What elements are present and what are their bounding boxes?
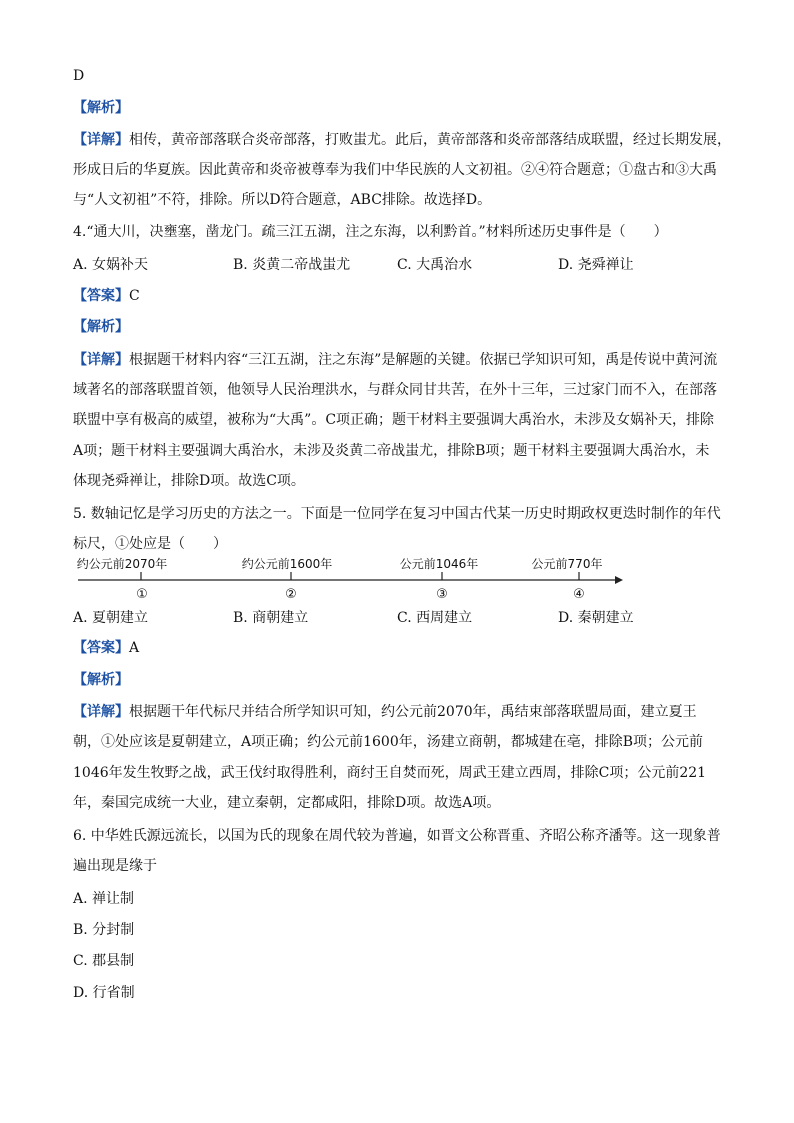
option-d: D. 尧舜禅让 [558, 257, 634, 273]
answer-line [73, 286, 140, 306]
arrow-head-icon [615, 576, 623, 584]
question-stem: 遍出现是缘于 [73, 858, 157, 874]
detail-line: 域著名的部落联盟首领，他领导人民治理洪水，与群众同甘共苦，在外十三年，三过家门而不入，在部落 [73, 382, 717, 398]
option-d: D. 行省制 [73, 985, 135, 1001]
timeline-figure [70, 556, 630, 604]
detail-label: 【详解】 [73, 352, 129, 368]
timeline-marker: ③ [436, 587, 448, 602]
detail-line [73, 702, 697, 722]
answer-label: 【答案】 [73, 288, 129, 304]
option-d: D. 秦朝建立 [558, 610, 634, 626]
detail-text: 根据题干材料内容“三江五湖，注之东海”是解题的关键。依据已学知识可知，禹是传说中黄河流 [129, 352, 718, 368]
option-a: A. 禅让制 [73, 891, 135, 907]
timeline-marker: ② [285, 587, 297, 602]
question-stem: 5. 数轴记忆是学习历史的方法之一。下面是一位同学在复习中国古代某一历史时期政权更迭时制作的年代 [73, 506, 721, 522]
detail-line [73, 130, 731, 150]
detail-line: 年，秦国完成统一大业，建立秦朝，定都咸阳，排除D项。故选A项。 [73, 795, 501, 811]
detail-label: 【详解】 [73, 704, 129, 720]
timeline-label: 约公元前2070年 [76, 557, 168, 571]
timeline-label: 约公元前1600年 [241, 557, 333, 571]
option-a: A. 夏朝建立 [73, 610, 149, 626]
option-b: B. 分封制 [73, 922, 135, 938]
question-stem: 6. 中华姓氏源远流长，以国为氏的现象在周代较为普遍，如晋文公称晋重、齐昭公称齐潘等。这一现象普 [73, 828, 721, 844]
detail-line: 联盟中享有极高的威望，被称为“大禹”。C项正确；题干材料主要强调大禹治水，未涉及女娲补天，排除 [73, 412, 715, 428]
detail-line: 1046年发生牧野之战，武王伐纣取得胜利，商纣王自焚而死，周武王建立西周，排除C项；公元前221 [73, 765, 707, 781]
timeline-marker: ④ [573, 587, 585, 602]
detail-line: 形成日后的华夏族。因此黄帝和炎帝被尊奉为我们中华民族的人文初祖。②④符合题意；①盘古和③大禹 [73, 162, 717, 178]
option-c: C. 西周建立 [397, 610, 473, 626]
option-c: C. 大禹治水 [397, 257, 473, 273]
detail-text: 根据题干年代标尺并结合所学知识可知，约公元前2070年，禹结束部落联盟局面，建立夏王 [129, 704, 697, 720]
detail-line: 体现尧舜禅让，排除D项。故选C项。 [73, 473, 305, 489]
previous-answer: D [73, 68, 85, 84]
question-stem: 4.“通大川，决壅塞，凿龙门。疏三江五湖，注之东海，以利黔首。”材料所述历史事件是（ ） [73, 224, 668, 240]
answer-label: 【答案】 [73, 640, 129, 656]
timeline-label: 公元前1046年 [399, 557, 479, 571]
detail-line: 朝，①处应该是夏朝建立，A项正确；约公元前1600年，汤建立商朝，都城建在亳，排除B项；公元前 [73, 734, 704, 750]
analysis-label: 【解析】 [73, 319, 129, 335]
detail-label: 【详解】 [73, 132, 129, 148]
answer-line [73, 638, 139, 658]
detail-line [73, 350, 717, 370]
detail-line: A项；题干材料主要强调大禹治水，未涉及炎黄二帝战蚩尤，排除B项；题干材料主要强调大禹治水，未 [73, 443, 710, 459]
analysis-label: 【解析】 [73, 672, 129, 688]
analysis-label: 【解析】 [73, 100, 129, 116]
detail-text: 相传，黄帝部落联合炎帝部落，打败蚩尤。此后，黄帝部落和炎帝部落结成联盟，经过长期发展， [129, 132, 731, 148]
timeline-marker: ① [136, 587, 148, 602]
option-c: C. 郡县制 [73, 953, 135, 969]
question-stem: 标尺，①处应是（ ） [73, 536, 227, 552]
option-b: B. 炎黄二帝战蚩尤 [233, 257, 351, 273]
answer-value: A [129, 640, 140, 656]
option-b: B. 商朝建立 [233, 610, 309, 626]
option-a: A. 女娲补天 [73, 257, 149, 273]
answer-value: C [129, 288, 140, 304]
timeline-label: 公元前770年 [531, 557, 603, 571]
detail-line: 与“人文初祖”不符，排除。所以D符合题意，ABC排除。故选择D。 [73, 192, 492, 208]
